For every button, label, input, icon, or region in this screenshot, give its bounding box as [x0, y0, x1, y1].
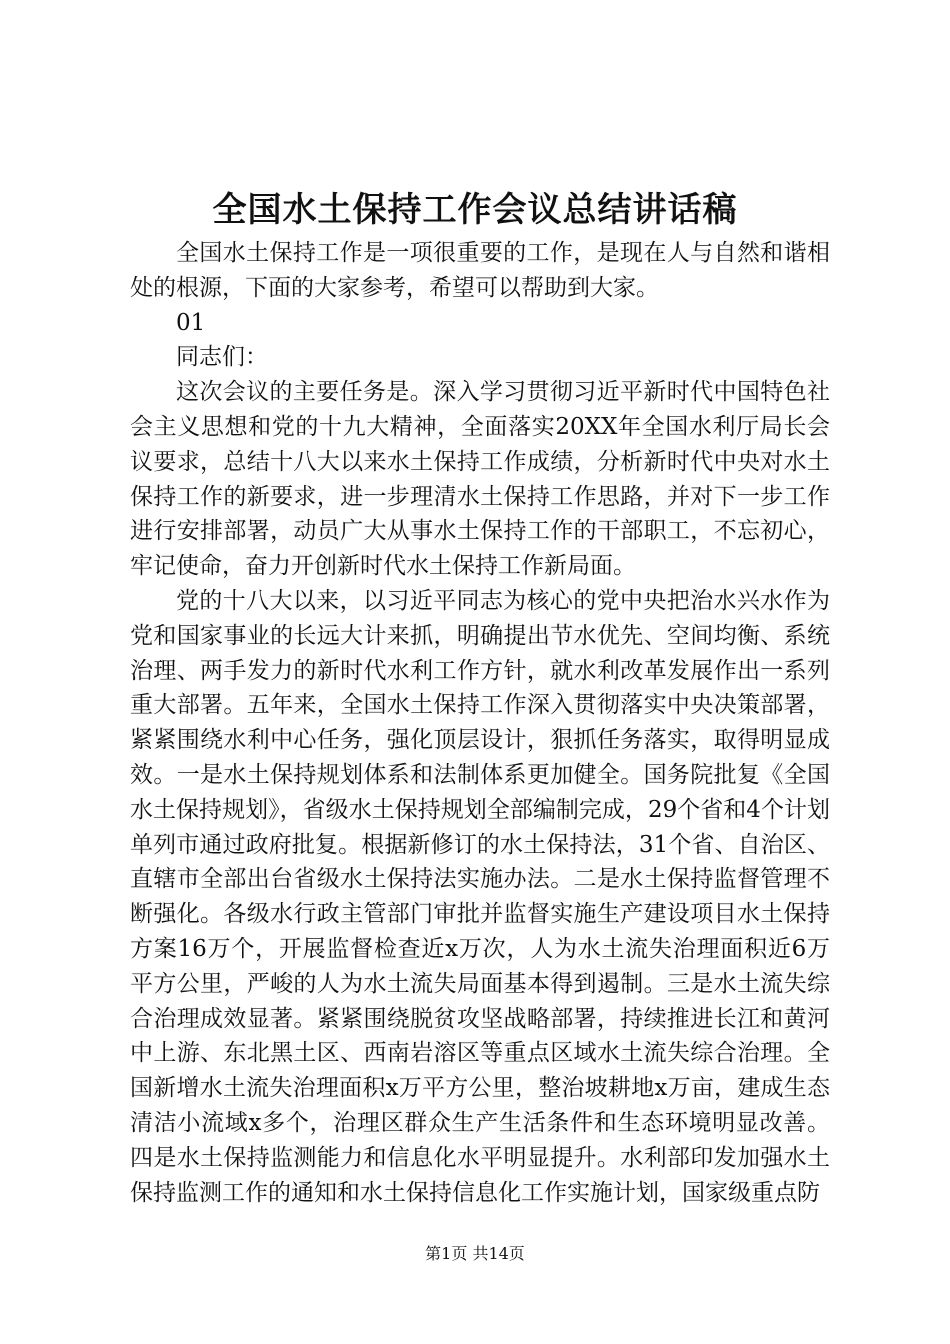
- document-title: 全国水土保持工作会议总结讲话稿: [212, 190, 738, 230]
- document-body: [130, 236, 830, 1210]
- page-footer: 第1页 共14页: [425, 1244, 525, 1263]
- salutation: 同志们：: [176, 344, 268, 371]
- section-number: 01: [176, 309, 206, 336]
- body-paragraph: 党的十八大以来，以习近平同志为核心的党中央把治水兴水作为党和国家事业的长远大计来抓，明确提出节水优先、空间均衡、系统治理、两手发力的新时代水利工作方针，就水利改革发展作出一系列重大部署。五年来，全国水土保持工作深入贯彻落实中央决策部署，紧紧围绕水利中心任务，强化顶层设计，狠抓任务落实，取得明显成效。一是水土保持规划体系和法制体系更加健全。国务院批复《全国水土保持规划》，省级水土保持规划全部编制完成，29个省和4个计划单列市通过政府批复。根据新修订的水土保持法，31个省、自治区、直辖市全部出台省级水土保持法实施办法。二是水土保持监督管理不断强化。各级水行政主管部门审批并监督实施生产建设项目水土保持方案16万个，开展监督检查近x万次，人为水土流失治理面积近6万平方公里，严峻的人为水土流失局面基本得到遏制。三是水土流失综合治理成效显著。紧紧围绕脱贫攻坚战略部署，持续推进长江和黄河中上游、东北黑土区、西南岩溶区等重点区域水土流失综合治理。全国新增水土流失治理面积x万平方公里，整治坡耕地x万亩，建成生态清洁小流域x多个，治理区群众生产生活条件和生态环境明显改善。四是水土保持监测能力和信息化水平明显提升。水利部印发加强水土保持监测工作的通知和水土保持信息化工作实施计划，国家级重点防: [130, 587, 830, 1206]
- intro-paragraph: 全国水土保持工作是一项很重要的工作，是现在人与自然和谐相处的根源，下面的大家参考，希望可以帮助到大家。: [130, 240, 830, 301]
- body-paragraph: 这次会议的主要任务是。深入学习贯彻习近平新时代中国特色社会主义思想和党的十九大精神，全面落实20XX年全国水利厅局长会议要求，总结十八大以来水土保持工作成绩，分析新时代中央对水土保持工作的新要求，进一步理清水土保持工作思路，并对下一步工作进行安排部署，动员广大从事水土保持工作的干部职工，不忘初心，牢记使命，奋力开创新时代水土保持工作新局面。: [130, 379, 830, 580]
